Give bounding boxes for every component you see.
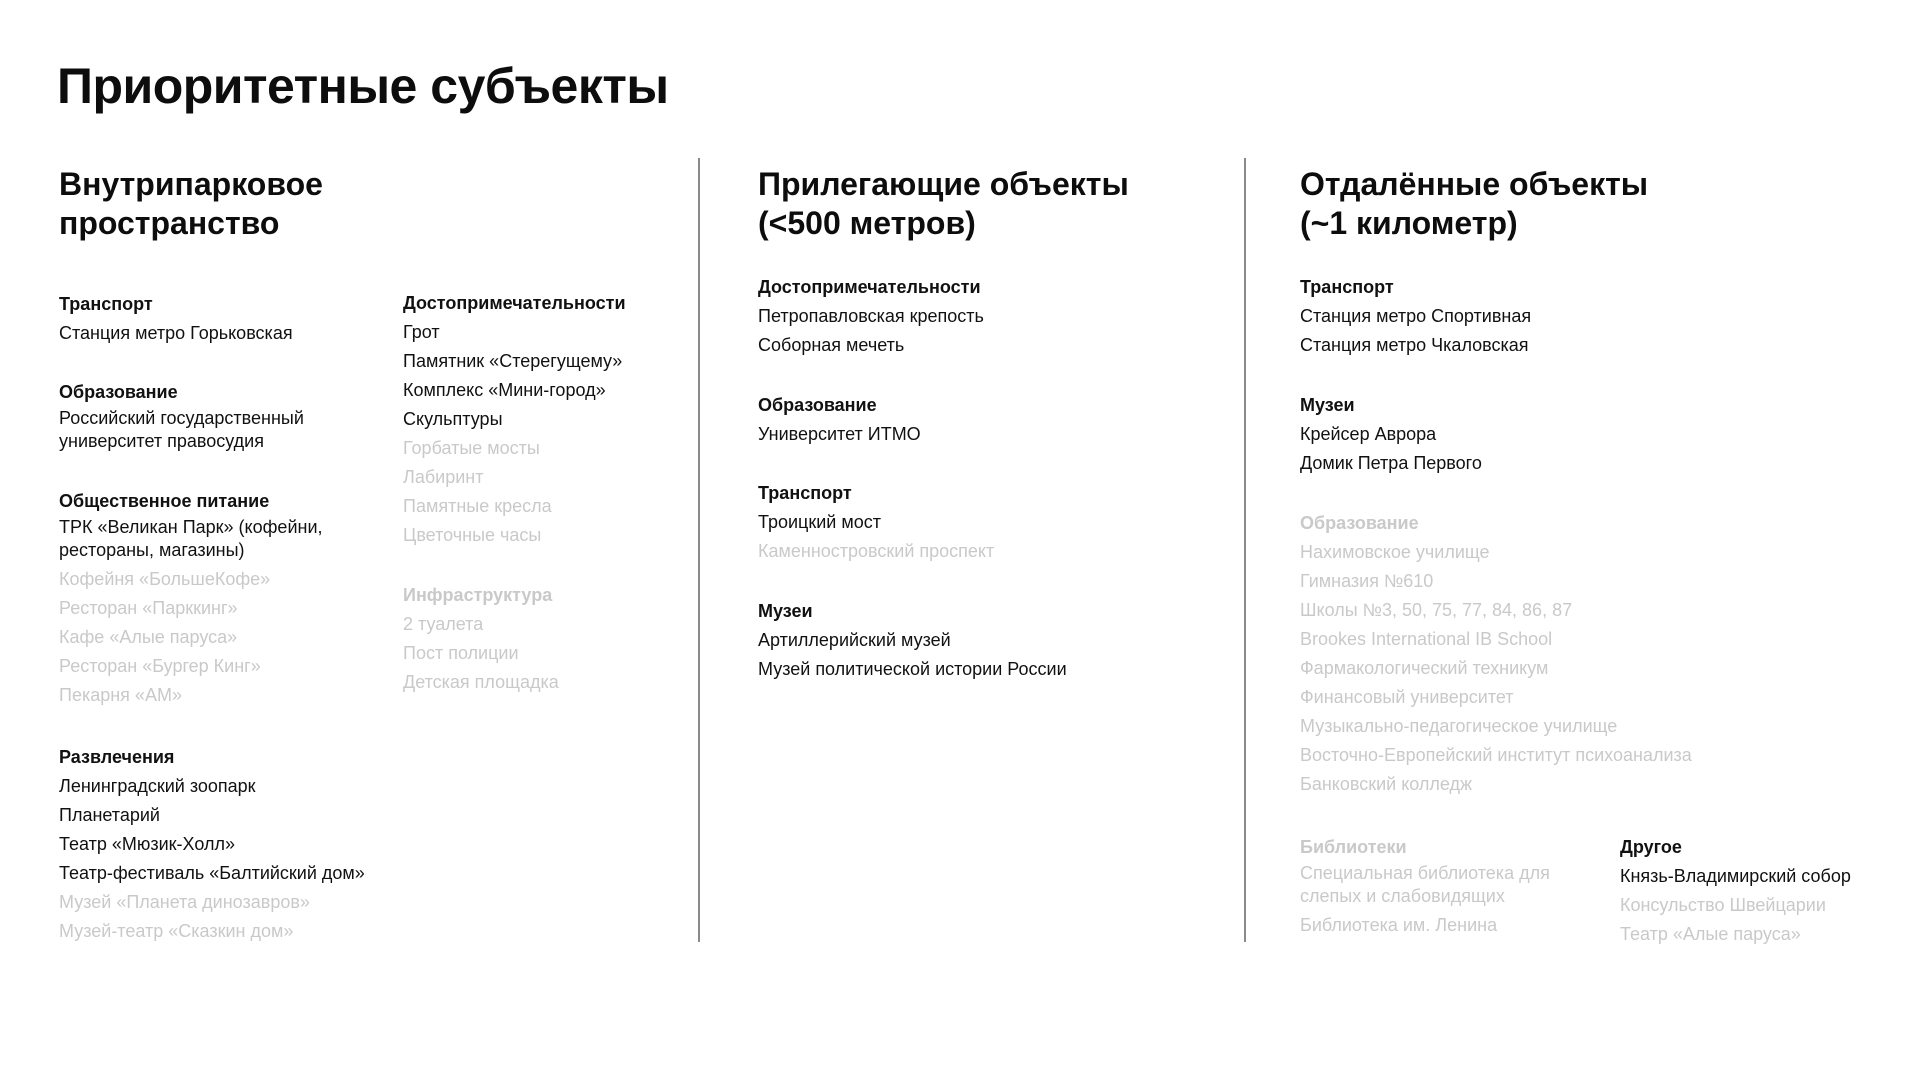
section-heading: Музеи [758, 601, 813, 621]
section-heading: Библиотеки [1300, 837, 1407, 857]
column-title-remote-line1: Отдалённые объекты [1300, 166, 1649, 202]
section-heading: Развлечения [59, 747, 175, 767]
column-divider [698, 158, 700, 942]
list-item: Станция метро Горьковская [59, 323, 293, 343]
column-title-inner-line2: пространство [59, 205, 280, 241]
section-adjacent-museums [758, 597, 1178, 684]
column-title-adjacent-line2: (<500 метров) [758, 205, 976, 241]
section-heading: Образование [1300, 513, 1419, 533]
section-heading: Транспорт [1300, 277, 1394, 297]
list-item: Скульптуры [403, 409, 503, 429]
section-adjacent-transport [758, 479, 1118, 566]
list-item: Станция метро Спортивная [1300, 306, 1532, 326]
section-remote-education [1300, 509, 1760, 799]
section-heading: Музеи [1300, 395, 1355, 415]
column-title-remote-line2: (~1 километр) [1300, 205, 1518, 241]
list-item: Кофейня «БольшеКофе» [59, 569, 271, 589]
page-title: Приоритетные субъекты [57, 58, 669, 114]
section-inner-transport [59, 290, 419, 348]
list-item: Университет ИТМО [758, 424, 921, 444]
list-item: Памятные кресла [403, 496, 552, 516]
section-inner-food [59, 487, 359, 710]
section-heading: Образование [758, 395, 877, 415]
section-heading: Общественное питание [59, 491, 270, 511]
list-item: 2 туалета [403, 614, 484, 634]
list-item: Пост полиции [403, 643, 519, 663]
list-item: Банковский колледж [1300, 774, 1473, 794]
section-heading: Другое [1620, 837, 1682, 857]
list-item: Гимназия №610 [1300, 571, 1434, 591]
section-heading: Транспорт [59, 294, 153, 314]
list-item: Домик Петра Первого [1300, 453, 1482, 473]
column-title-adjacent-line1: Прилегающие объекты [758, 166, 1129, 202]
section-heading: Достопримечательности [403, 293, 626, 313]
list-item: Соборная мечеть [758, 335, 905, 355]
list-item: Станция метро Чкаловская [1300, 335, 1529, 355]
section-heading: Инфраструктура [403, 585, 553, 605]
list-item: Музыкально-педагогическое училище [1300, 716, 1618, 736]
list-item: Князь-Владимирский собор [1620, 866, 1851, 886]
list-item: Ресторан «Бургер Кинг» [59, 656, 261, 676]
list-item: Детская площадка [403, 672, 559, 692]
list-item: Российский государственный университет правосудия [59, 408, 304, 451]
section-remote-museums [1300, 391, 1660, 478]
list-item: Нахимовское училище [1300, 542, 1490, 562]
section-remote-transport [1300, 273, 1660, 360]
list-item: Кафе «Алые паруса» [59, 627, 238, 647]
list-item: Ресторан «Парккинг» [59, 598, 238, 618]
list-item: Памятник «Стерегущему» [403, 351, 623, 371]
list-item: ТРК «Великан Парк» (кофейни, рестораны, магазины) [59, 517, 323, 560]
list-item: Фармакологический техникум [1300, 658, 1549, 678]
section-adjacent-sights [758, 273, 1118, 360]
list-item: Специальная библиотека для слепых и слабовидящих [1300, 863, 1550, 906]
list-item: Театр «Мюзик-Холл» [59, 834, 235, 854]
section-heading: Достопримечательности [758, 277, 981, 297]
section-remote-other [1620, 833, 1910, 949]
list-item: Каменностровский проспект [758, 541, 995, 561]
list-item: Цветочные часы [403, 525, 542, 545]
section-inner-infrastructure [403, 581, 673, 697]
column-title-inner-line1: Внутрипарковое [59, 166, 323, 202]
list-item: Ленинградский зоопарк [59, 776, 256, 796]
list-item: Крейсер Аврора [1300, 424, 1437, 444]
list-item: Театр «Алые паруса» [1620, 924, 1801, 944]
list-item: Театр-фестиваль «Балтийский дом» [59, 863, 365, 883]
list-item: Музей «Планета динозавров» [59, 892, 310, 912]
list-item: Музей-театр «Сказкин дом» [59, 921, 294, 941]
column-title-inner [59, 165, 323, 243]
section-inner-sights [403, 289, 673, 550]
section-inner-education [59, 378, 359, 456]
section-inner-entertainment [59, 743, 419, 946]
list-item: Финансовый университет [1300, 687, 1514, 707]
list-item: Библиотека им. Ленина [1300, 915, 1498, 935]
list-item: Школы №3, 50, 75, 77, 84, 86, 87 [1300, 600, 1573, 620]
list-item: Лабиринт [403, 467, 484, 487]
list-item: Музей политической истории России [758, 659, 1067, 679]
list-item: Консульство Швейцарии [1620, 895, 1826, 915]
section-heading: Образование [59, 382, 178, 402]
column-title-remote [1300, 165, 1648, 243]
list-item: Комплекс «Мини-город» [403, 380, 606, 400]
list-item: Восточно-Европейский институт психоанализа [1300, 745, 1692, 765]
list-item: Пекарня «АМ» [59, 685, 182, 705]
list-item: Планетарий [59, 805, 160, 825]
column-title-adjacent [758, 165, 1129, 243]
section-remote-libraries [1300, 833, 1580, 940]
section-adjacent-education [758, 391, 1118, 449]
list-item: Горбатые мосты [403, 438, 540, 458]
list-item: Троицкий мост [758, 512, 881, 532]
list-item: Грот [403, 322, 440, 342]
list-item: Петропавловская крепость [758, 306, 984, 326]
list-item: Brookes International IB School [1300, 629, 1553, 649]
list-item: Артиллерийский музей [758, 630, 951, 650]
column-divider [1244, 158, 1246, 942]
section-heading: Транспорт [758, 483, 852, 503]
